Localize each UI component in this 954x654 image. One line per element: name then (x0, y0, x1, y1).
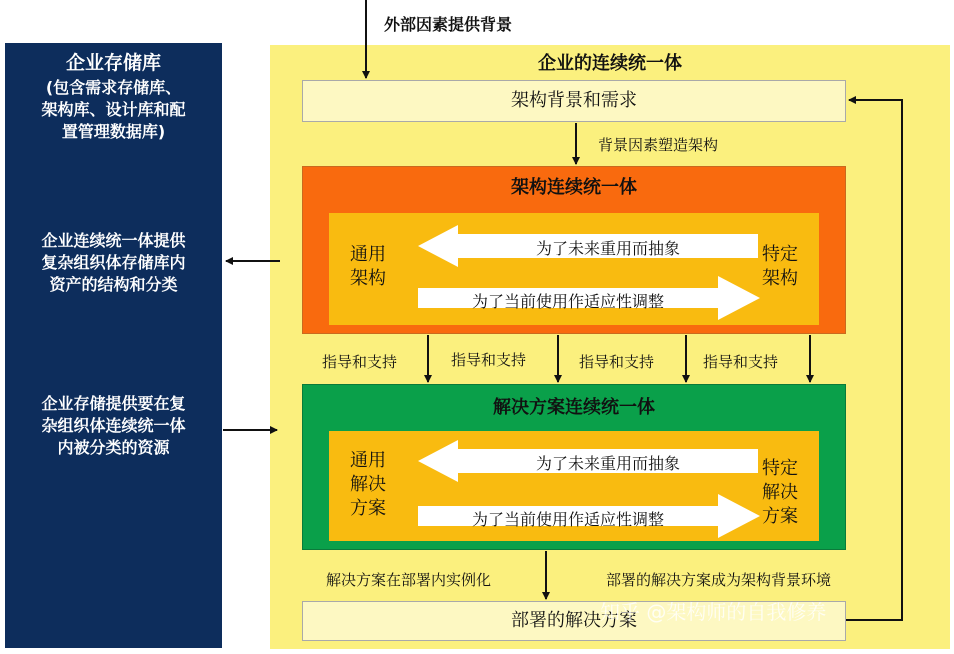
subtitle-line: 置管理数据库) (61, 122, 166, 141)
feedback-loop-arrow (846, 100, 902, 620)
solution-continuum-title: 解决方案连续统一体 (493, 397, 655, 418)
label-line: 方案 (350, 498, 386, 519)
context-shapes-label: 背景因素塑造架构 (598, 136, 719, 154)
label-line: 特定 (762, 244, 798, 265)
instantiate-label: 解决方案在部署内实例化 (326, 571, 492, 589)
label-line: 方案 (762, 506, 798, 527)
label-line: 特定 (762, 458, 798, 479)
label-line: 通用 (350, 244, 386, 265)
architecture-continuum-title: 架构连续统一体 (511, 177, 637, 198)
guide-label: 指导和支持 (322, 353, 398, 371)
external-factors-label: 外部因素提供背景 (384, 15, 513, 34)
label-line: 架构 (350, 268, 386, 289)
label-line: 架构 (762, 268, 798, 289)
para1-line: 企业连续统一体提供 (41, 231, 186, 250)
label-line: 通用 (350, 450, 386, 471)
subtitle-line: 架构库、设计库和配 (41, 100, 186, 119)
abstract-label-solution: 为了未来重用而抽象 (535, 454, 680, 473)
deployed-solutions-box: 部署的解决方案 (302, 601, 846, 641)
para2-line: 杂组织体连续统一体 (41, 416, 186, 435)
adapt-label-solution: 为了当前使用作适应性调整 (471, 510, 664, 529)
guide-label: 指导和支持 (703, 353, 779, 371)
guide-label: 指导和支持 (451, 351, 527, 369)
guide-label: 指导和支持 (579, 353, 655, 371)
watermark: 知乎 @架构师的自我修养 (600, 600, 827, 624)
label-line: 解决 (762, 482, 798, 503)
para2-line: 企业存储提供要在复 (41, 394, 186, 413)
enterprise-continuum-title: 企业的连续统一体 (538, 53, 682, 74)
para2-line: 内被分类的资源 (57, 438, 170, 457)
repository-title: 企业存储库 (65, 52, 161, 74)
label-line: 解决 (350, 474, 386, 495)
para1-line: 资产的结构和分类 (49, 275, 178, 294)
abstract-label-architecture: 为了未来重用而抽象 (535, 239, 680, 258)
feedback-label: 部署的解决方案成为架构背景环境 (606, 571, 832, 589)
architecture-context-box: 架构背景和需求 (302, 80, 846, 122)
adapt-label-architecture: 为了当前使用作适应性调整 (471, 292, 664, 311)
para1-line: 复杂组织体存储库内 (41, 253, 186, 272)
subtitle-line: (包含需求存储库、 (45, 78, 182, 97)
